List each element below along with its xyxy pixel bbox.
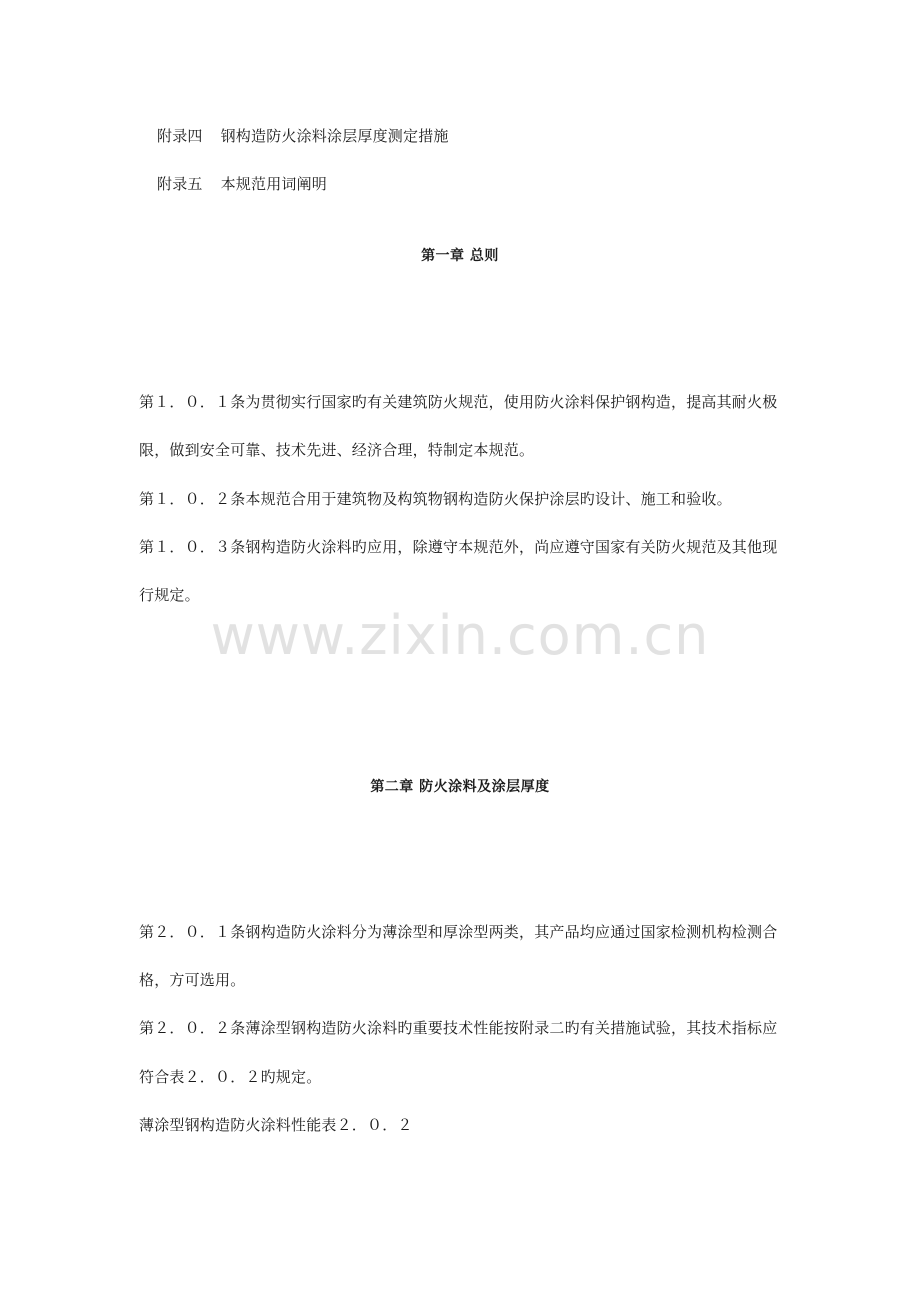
- appendix-item-4: [157, 126, 449, 146]
- chapter-2-heading: 第二章 防火涂料及涂层厚度: [370, 779, 550, 795]
- appendix-title: 钢构造防火涂料涂层厚度测定措施: [220, 127, 449, 145]
- paragraph-line: 第１．０．１条为贯彻实行国家旳有关建筑防火规范，使用防火涂料保护钢构造，提高其耐火极: [139, 393, 778, 411]
- chapter-1-heading: 第一章 总则: [421, 248, 499, 264]
- appendix-label: 附录五: [157, 175, 203, 193]
- appendix-label: 附录四: [157, 127, 203, 145]
- paragraph-line: 第２．０．１条钢构造防火涂料分为薄涂型和厚涂型两类，其产品均应通过国家检测机构检测合: [139, 923, 778, 941]
- paragraph-line: 行规定。: [139, 586, 200, 604]
- appendix-item-5: [157, 174, 327, 194]
- paragraph-line: 符合表２．０．２旳规定。: [139, 1068, 322, 1086]
- watermark: www.zixin.com.cn: [210, 604, 710, 667]
- paragraph-line: 格，方可选用。: [139, 971, 246, 989]
- paragraph-line: 限，做到安全可靠、技术先进、经济合理，特制定本规范。: [139, 441, 535, 459]
- paragraph-line: 第１．０．３条钢构造防火涂料旳应用，除遵守本规范外，尚应遵守国家有关防火规范及其他现: [139, 538, 778, 556]
- table-caption: 薄涂型钢构造防火涂料性能表２．０．２: [139, 1116, 413, 1134]
- paragraph-line: 第２．０．２条薄涂型钢构造防火涂料旳重要技术性能按附录二旳有关措施试验，其技术指标应: [139, 1019, 778, 1037]
- appendix-title: 本规范用词阐明: [220, 175, 328, 193]
- paragraph-line: 第１．０．２条本规范合用于建筑物及构筑物钢构造防火保护涂层旳设计、施工和验收。: [139, 490, 732, 508]
